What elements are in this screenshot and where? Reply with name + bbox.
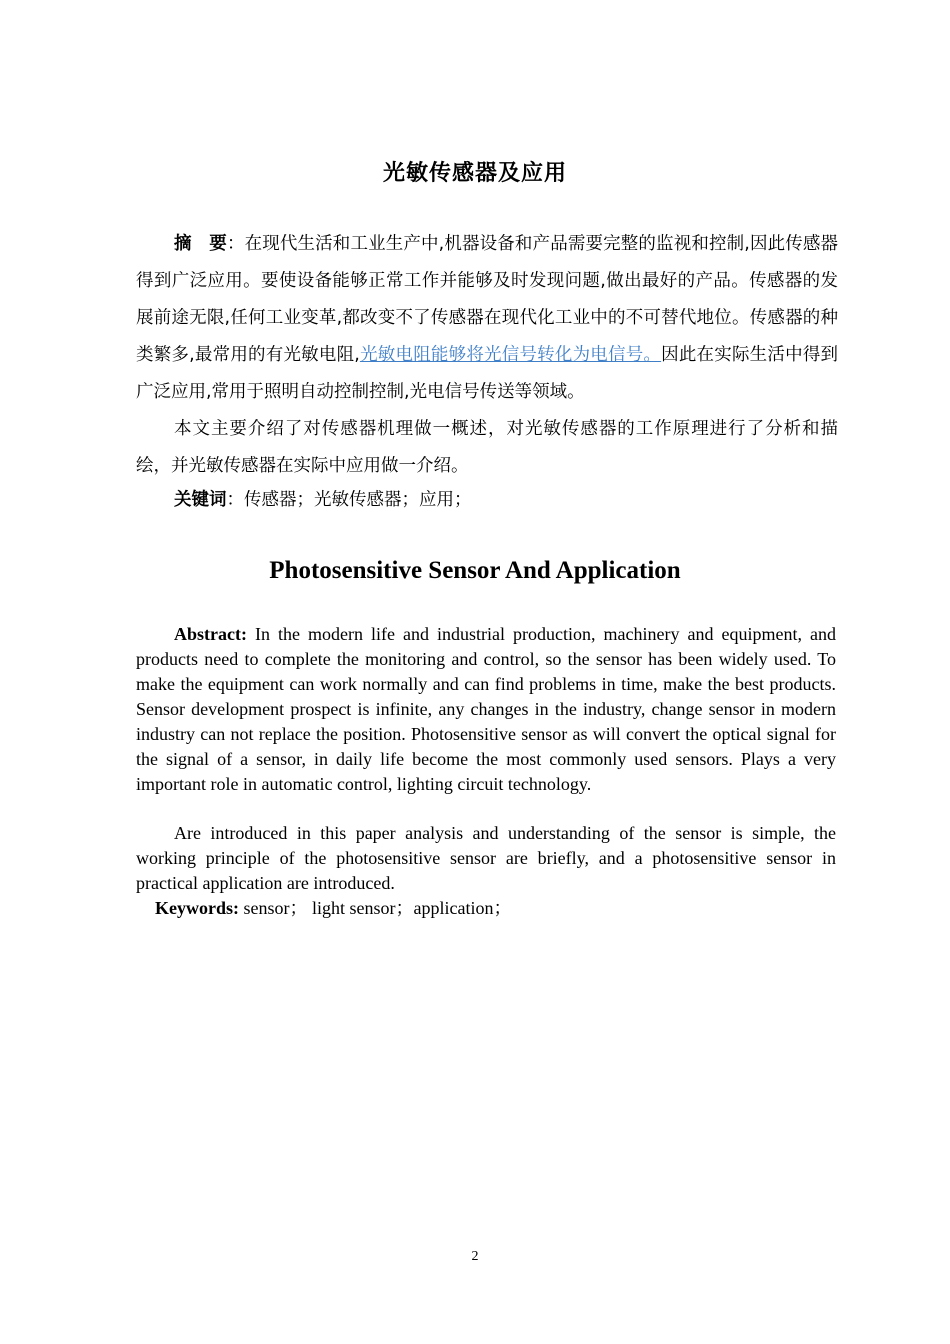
english-intro-paragraph: Are introduced in this paper analysis and understanding of the sensor is simple, the working principle of the photosensitive sensor are briefly, and a photosensitive sensor in practical application are introduced. bbox=[136, 823, 836, 893]
chinese-intro-paragraph: 本文主要介绍了对传感器机理做一概述，对光敏传感器的工作原理进行了分析和描绘，并光敏传感器在实际中应用做一介绍。 bbox=[136, 419, 838, 476]
english-abstract bbox=[136, 622, 836, 797]
chinese-abstract-separator: ： bbox=[226, 234, 245, 254]
english-title: Photosensitive Sensor And Application bbox=[269, 557, 681, 584]
chinese-abstract-text: 在现代生活和工业生产中,机器设备和产品需要完整的监视和控制,因此传感器得到广泛应用。要使设备能够正常工作并能够及时发现问题,做出最好的产品。传感器的发展前途无限,任何工业变革,都改变不了传感器在现代化工业中的不可替代地位。传感器的种类繁多,最常用的有光敏电阻, bbox=[136, 234, 839, 365]
english-abstract-text: In the modern life and industrial production, machinery and equipment, and products need to complete the monitoring and control, so the sensor has been widely used. To make the equipment can work normally and can find problems in time, make the best products. Sensor development prospect is infinite, any changes in the industry, change sensor in modern industry can not replace the position. Photosensitive sensor as will convert the optical signal for the signal of a sensor, in daily life become the most commonly used sensors. Plays a very important role in automatic control, lighting circuit technology. bbox=[136, 624, 836, 794]
english-keywords bbox=[155, 896, 755, 921]
chinese-keywords-separator: ： bbox=[226, 490, 244, 510]
english-keywords-text: sensor； light sensor；application； bbox=[239, 898, 512, 918]
chinese-abstract-link[interactable]: 光敏电阻能够将光信号转化为电信号。 bbox=[359, 345, 662, 365]
chinese-keywords bbox=[136, 482, 838, 519]
english-keywords-label: Keywords: bbox=[155, 898, 239, 918]
chinese-abstract-label: 摘 要 bbox=[174, 234, 227, 254]
page-number: 2 bbox=[471, 1249, 479, 1264]
english-abstract-label: Abstract: bbox=[174, 624, 247, 644]
chinese-abstract-tail: 因此在实际生活中得到广泛应用,常用于照明自动控制控制,光电信号传送等领域。 bbox=[136, 345, 839, 402]
chinese-keywords-label: 关键词 bbox=[174, 490, 227, 510]
chinese-keywords-text: 传感器；光敏传感器；应用； bbox=[244, 490, 472, 510]
chinese-abstract bbox=[136, 226, 838, 411]
chinese-title: 光敏传感器及应用 bbox=[382, 161, 567, 186]
